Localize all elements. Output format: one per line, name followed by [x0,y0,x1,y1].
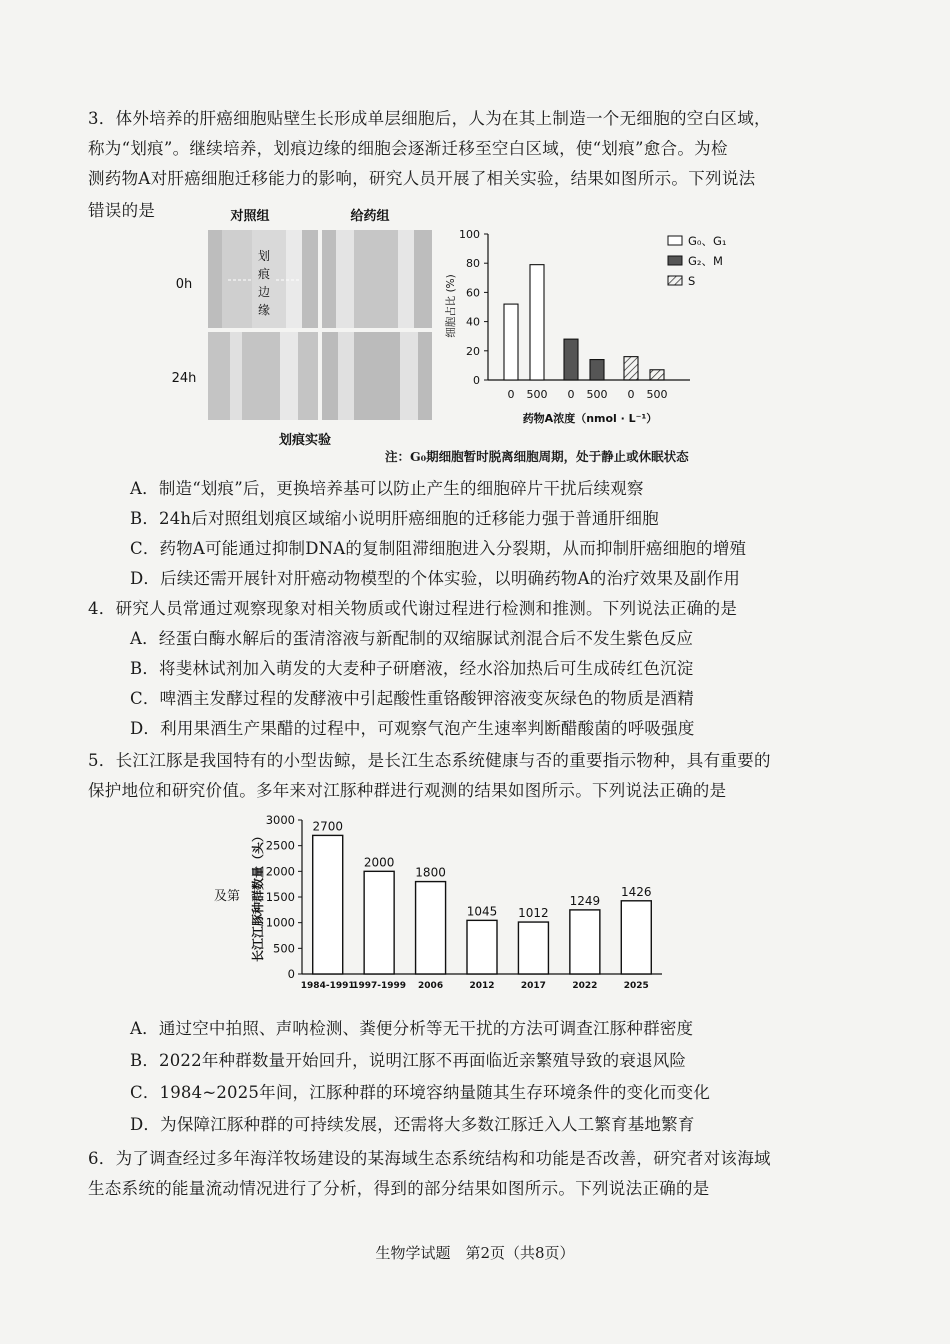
y-tick-label: 100 [459,228,480,241]
legend-label: G₀、G₁ [688,234,727,248]
bar [570,910,600,974]
y-tick-label: 1500 [265,890,295,904]
edge-label-4: 缘 [257,303,271,317]
col-label-drug: 给药组 [350,209,390,224]
question-4-stem: 4．研究人员常通过观察现象对相关物质或代谢过程进行检测和推测。下列说法正确的是 [88,599,738,618]
y-tick-label: 60 [466,286,480,300]
bar [530,265,544,380]
x-tick-label: 0 [567,388,575,401]
edge-label-3: 边 [257,285,271,299]
x-tick-label: 2017 [520,981,546,991]
y-tick-label: 3000 [265,813,295,827]
data-label: 1800 [415,865,446,880]
y-axis-label: 长江江豚种群数量（头） [251,829,265,963]
x-tick-label: 2025 [623,981,649,991]
q5-option-d: D．为保障江豚种群的可持续发展，还需将大多数江豚迁入人工繁育基地繁育 [130,1115,695,1134]
scratch-caption: 划痕实验 [278,433,332,448]
bar [621,901,651,974]
x-tick-label: 1997-1999 [352,981,407,991]
x-tick-label: 2006 [418,981,444,991]
question-3-stem [88,104,868,194]
bar [467,920,497,974]
panel-drug-24h [322,332,432,420]
x-tick-label: 500 [526,388,548,401]
data-label: 2700 [312,819,343,834]
edge-label-1: 划 [257,249,271,263]
bar [624,357,638,380]
q5-option-c: C．1984~2025年间，江豚种群的环境容纳量随其生存环境条件的变化而变化 [130,1083,711,1102]
data-label: 1426 [621,884,652,899]
cell-cycle-bar-chart [440,222,780,432]
bar [650,370,664,380]
edge-label-2: 痕 [257,267,271,281]
legend-swatch [668,236,682,245]
bar [364,871,394,974]
col-label-control: 对照组 [230,209,270,224]
q5-option-a: A．通过空中拍照、声呐检测、粪便分析等无干扰的方法可调查江豚种群密度 [130,1019,694,1038]
bar [313,835,343,974]
q5-line-1: 5．长江江豚是我国特有的小型齿鲸，是长江生态系统健康与否的重要指示物种，具有重要的 [88,751,771,770]
q6-line-2: 生态系统的能量流动情况进行了分析，得到的部分结果如图所示。下列说法正确的是 [88,1179,710,1198]
q4-option-b: B．将斐林试剂加入萌发的大麦种子研磨液，经水浴加热后可生成砖红色沉淀 [130,659,694,678]
row-label-24h: 24h [171,371,197,386]
q5-option-b: B．2022年种群数量开始回升，说明江豚不再面临近亲繁殖导致的衰退风险 [130,1051,687,1070]
q3-option-c: C．药物A可能通过抑制DNA的复制阻滞细胞进入分裂期，从而抑制肝癌细胞的增殖 [130,539,747,558]
x-tick-label: 2012 [469,981,495,991]
question-5-stem [88,746,868,806]
legend-swatch [668,256,682,265]
data-label: 1249 [569,893,601,908]
q3-option-b: B．24h后对照组划痕区域缩小说明肝癌细胞的迁移能力强于普通肝细胞 [130,509,659,528]
bar [504,304,518,380]
x-tick-label: 500 [586,388,608,401]
x-axis-label: 药物A浓度（nmol · L⁻¹） [522,412,658,425]
data-label: 1045 [466,904,498,919]
x-tick-label: 0 [627,388,635,401]
q3-line-3: 测药物A对肝癌细胞迁移能力的影响，研究人员开展了相关实验，结果如图所示。下列说法 [88,169,756,188]
y-axis-label: 细胞占比 (%) [445,274,457,338]
x-tick-label: 1984-1991 [300,981,355,991]
panel-control-0h [208,230,318,328]
q4-option-d: D．利用果酒生产果醋的过程中，可观察气泡产生速率判断醋酸菌的呼吸强度 [130,719,695,738]
y-tick-label: 20 [466,344,480,358]
scratch-assay-figure [160,200,440,450]
y-tick-label: 1000 [265,915,295,930]
bar [590,360,604,380]
q5-line-2: 保护地位和研究价值。多年来对江豚种群进行观测的结果如图所示。下列说法正确的是 [88,781,727,800]
y-tick-label: 0 [287,967,295,981]
panel-control-24h [208,332,318,420]
q3-option-d: D．后续还需开展针对肝癌动物模型的个体实验，以明确药物A的治疗效果及副作用 [130,569,741,588]
y-tick-label: 40 [466,315,480,329]
panel-drug-0h [322,230,432,328]
side-text: 及第 [214,889,241,904]
q3-line-4: 错误的是 [88,201,156,220]
row-label-0h: 0h [175,277,193,292]
y-tick-label: 0 [473,374,480,387]
q3-line-2: 称为“划痕”。继续培养，划痕边缘的细胞会逐渐迁移至空白区域，使“划痕”愈合。为检 [88,139,728,158]
y-tick-label: 500 [273,941,295,956]
q3-option-a: A．制造“划痕”后，更换培养基可以防止产生的细胞碎片干扰后续观察 [130,479,644,498]
y-tick-label: 80 [466,257,480,271]
bar [416,882,446,974]
legend-label: G₂、M [688,254,723,268]
q3-line-1: 3．体外培养的肝癌细胞贴壁生长形成单层细胞后，人为在其上制造一个无细胞的空白区域， [88,109,771,128]
question-6-stem [88,1144,868,1204]
data-label: 2000 [363,855,395,870]
data-label: 1012 [518,906,549,921]
q4-option-c: C．啤酒主发酵过程的发酵液中引起酸性重铬酸钾溶液变灰绿色的物质是酒精 [130,689,694,708]
bar [518,922,548,974]
x-tick-label: 2022 [572,981,598,991]
legend-label: S [688,274,696,288]
q6-line-1: 6．为了调查经过多年海洋牧场建设的某海域生态系统结构和功能是否改善，研究者对该海域 [88,1149,771,1168]
q4-option-a: A．经蛋白酶水解后的蛋清溶液与新配制的双缩脲试剂混合后不发生紫色反应 [130,629,694,648]
y-tick-label: 2000 [265,864,295,879]
figure-note: 注：G₀期细胞暂时脱离细胞周期，处于静止或休眠状态 [385,449,689,464]
page-footer: 生物学试题 第2页（共8页） [375,1244,575,1262]
bar [564,339,578,380]
x-tick-label: 0 [507,388,515,401]
y-tick-label: 2500 [265,838,295,853]
porpoise-population-bar-chart [210,808,680,998]
x-tick-label: 500 [646,388,668,401]
legend-swatch [668,276,682,285]
